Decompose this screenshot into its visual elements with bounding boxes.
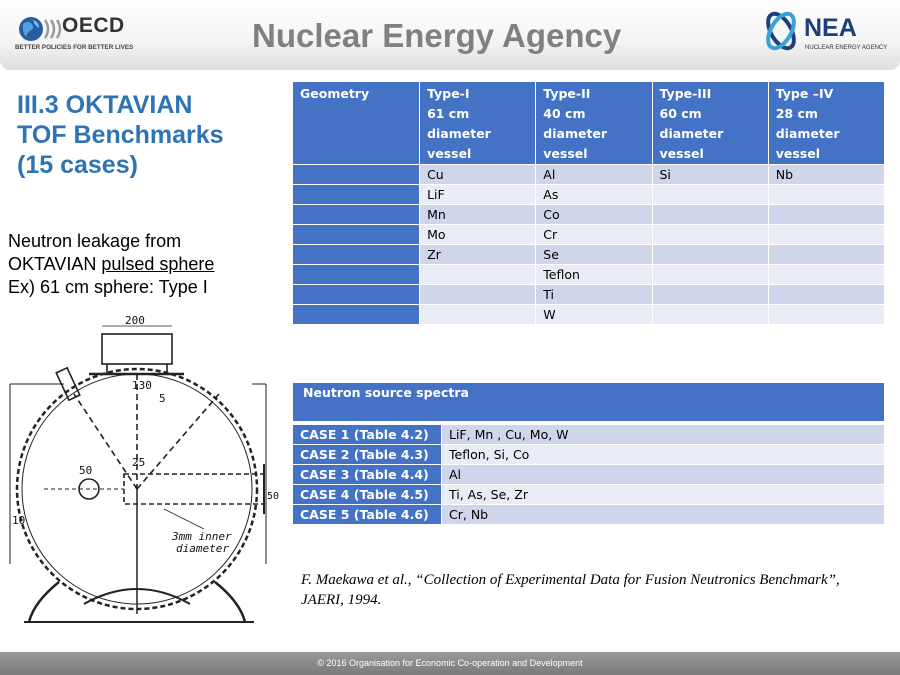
nea-logo-icon <box>758 8 804 54</box>
header-line: 40 cm <box>543 106 586 121</box>
desc-underlined: pulsed sphere <box>101 254 215 274</box>
material-cell <box>768 305 884 325</box>
material-cell: Cu <box>420 165 536 185</box>
oecd-tagline: BETTER POLICIES FOR BETTER LIVES <box>15 44 134 51</box>
dim-label: 130 <box>132 379 152 392</box>
table-row <box>293 185 885 205</box>
table-row <box>293 305 885 325</box>
material-cell <box>768 205 884 225</box>
material-cell <box>768 185 884 205</box>
material-cell <box>768 245 884 265</box>
copyright-text: © 2016 Organisation for Economic Co-operation and Development <box>317 658 583 668</box>
table-row <box>293 205 885 225</box>
header-line: vessel <box>427 146 472 161</box>
material-cell: Al <box>536 165 652 185</box>
material-cell: LiF <box>420 185 536 205</box>
case-materials-cell: Cr, Nb <box>442 505 885 525</box>
dim-label: 5 <box>159 392 166 405</box>
desc-prefix: OKTAVIAN <box>8 254 102 274</box>
material-cell <box>652 205 768 225</box>
table-row <box>293 485 885 505</box>
case-label-cell: CASE 2 (Table 4.3) <box>293 445 442 465</box>
material-cell: Mn <box>420 205 536 225</box>
spectra-header-cell: Neutron source spectra <box>293 383 885 422</box>
oecd-wordmark: OECD <box>62 14 125 37</box>
geometry-header-cell <box>768 82 884 165</box>
material-cell <box>768 265 884 285</box>
desc-line <box>8 253 214 276</box>
case-materials-cell: Ti, As, Se, Zr <box>442 485 885 505</box>
header-line: diameter <box>659 126 724 141</box>
material-cell <box>420 285 536 305</box>
material-cell: Nb <box>768 165 884 185</box>
material-cell: Cr <box>536 225 652 245</box>
geometry-cell <box>293 265 420 285</box>
geometry-cell <box>293 165 420 185</box>
material-cell <box>420 305 536 325</box>
material-cell <box>652 225 768 245</box>
dim-label: 200 <box>125 314 145 327</box>
nea-tagline: NUCLEAR ENERGY AGENCY <box>805 45 888 51</box>
material-cell <box>652 265 768 285</box>
table-row <box>293 265 885 285</box>
inner-diameter-label: 3mm inner <box>172 530 232 543</box>
header-line: vessel <box>543 146 588 161</box>
geometry-cell <box>293 285 420 305</box>
header-line: vessel <box>659 146 704 161</box>
material-cell: W <box>536 305 652 325</box>
description-text <box>8 230 214 299</box>
header-line: Type –IV <box>775 86 834 101</box>
slide-title-line: III.3 OKTAVIAN <box>17 91 193 119</box>
table-row <box>293 225 885 245</box>
slide-title-line: (15 cases) <box>17 151 138 179</box>
material-cell <box>420 265 536 285</box>
inner-diameter-label: diameter <box>176 542 229 555</box>
case-label-cell: CASE 4 (Table 4.5) <box>293 485 442 505</box>
material-cell <box>652 245 768 265</box>
header-bar <box>0 0 900 70</box>
geometry-cell <box>293 225 420 245</box>
header-line: Type-II <box>543 86 591 101</box>
header-line: Geometry <box>300 86 370 101</box>
material-cell <box>652 185 768 205</box>
case-label-cell: CASE 5 (Table 4.6) <box>293 505 442 525</box>
slide-title <box>17 90 277 180</box>
material-cell: Mo <box>420 225 536 245</box>
agency-title: Nuclear Energy Agency <box>252 17 622 54</box>
table-row <box>293 285 885 305</box>
sphere-technical-drawing <box>4 314 286 636</box>
geometry-cell <box>293 305 420 325</box>
nea-wordmark: NEA <box>804 14 857 42</box>
geometry-table <box>292 81 885 325</box>
material-cell <box>652 285 768 305</box>
case-materials-cell: Al <box>442 465 885 485</box>
header-line: Type-III <box>659 86 712 101</box>
dim-label: 50 <box>267 491 280 502</box>
case-materials-cell: LiF, Mn , Cu, Mo, W <box>442 425 885 445</box>
header-line: diameter <box>775 126 840 141</box>
case-label-cell: CASE 1 (Table 4.2) <box>293 425 442 445</box>
header-line: vessel <box>775 146 820 161</box>
material-cell <box>768 285 884 305</box>
dim-label: 50 <box>79 464 93 477</box>
table-row <box>293 465 885 485</box>
reference-citation: F. Maekawa et al., “Collection of Experimental Data for Fusion Neutronics Benchmark”, JAERI, 1994. <box>301 572 840 608</box>
desc-line: Ex) 61 cm sphere: Type I <box>8 277 208 297</box>
material-cell <box>652 305 768 325</box>
table-row <box>293 245 885 265</box>
table-row <box>293 445 885 465</box>
table-row <box>293 165 885 185</box>
material-cell: Se <box>536 245 652 265</box>
geometry-header-cell <box>536 82 652 165</box>
footer-bar <box>0 652 900 675</box>
case-label-cell: CASE 3 (Table 4.4) <box>293 465 442 485</box>
header-line: 60 cm <box>659 106 702 121</box>
material-cell <box>768 225 884 245</box>
slide-title-line: TOF Benchmarks <box>17 121 224 149</box>
material-cell: Co <box>536 205 652 225</box>
case-materials-cell: Teflon, Si, Co <box>442 445 885 465</box>
geometry-cell <box>293 245 420 265</box>
header-line: 28 cm <box>775 106 818 121</box>
desc-line: Neutron leakage from <box>8 231 182 251</box>
material-cell: As <box>536 185 652 205</box>
header-line: diameter <box>427 126 491 141</box>
header-line: Type-I <box>427 86 470 101</box>
spectra-table <box>292 382 885 525</box>
geometry-header-row <box>293 82 885 165</box>
dim-label: 25 <box>132 456 146 469</box>
geometry-header-cell <box>293 82 420 165</box>
material-cell: Ti <box>536 285 652 305</box>
table-row <box>293 505 885 525</box>
dim-label: 10 <box>12 514 26 527</box>
geometry-cell <box>293 205 420 225</box>
geometry-header-cell <box>420 82 536 165</box>
material-cell: Zr <box>420 245 536 265</box>
material-cell: Si <box>652 165 768 185</box>
spectra-header-row <box>293 383 885 422</box>
geometry-cell <box>293 185 420 205</box>
header-line: diameter <box>543 126 608 141</box>
material-cell: Teflon <box>536 265 652 285</box>
table-row <box>293 425 885 445</box>
header-line: 61 cm <box>427 106 470 121</box>
geometry-header-cell <box>652 82 768 165</box>
